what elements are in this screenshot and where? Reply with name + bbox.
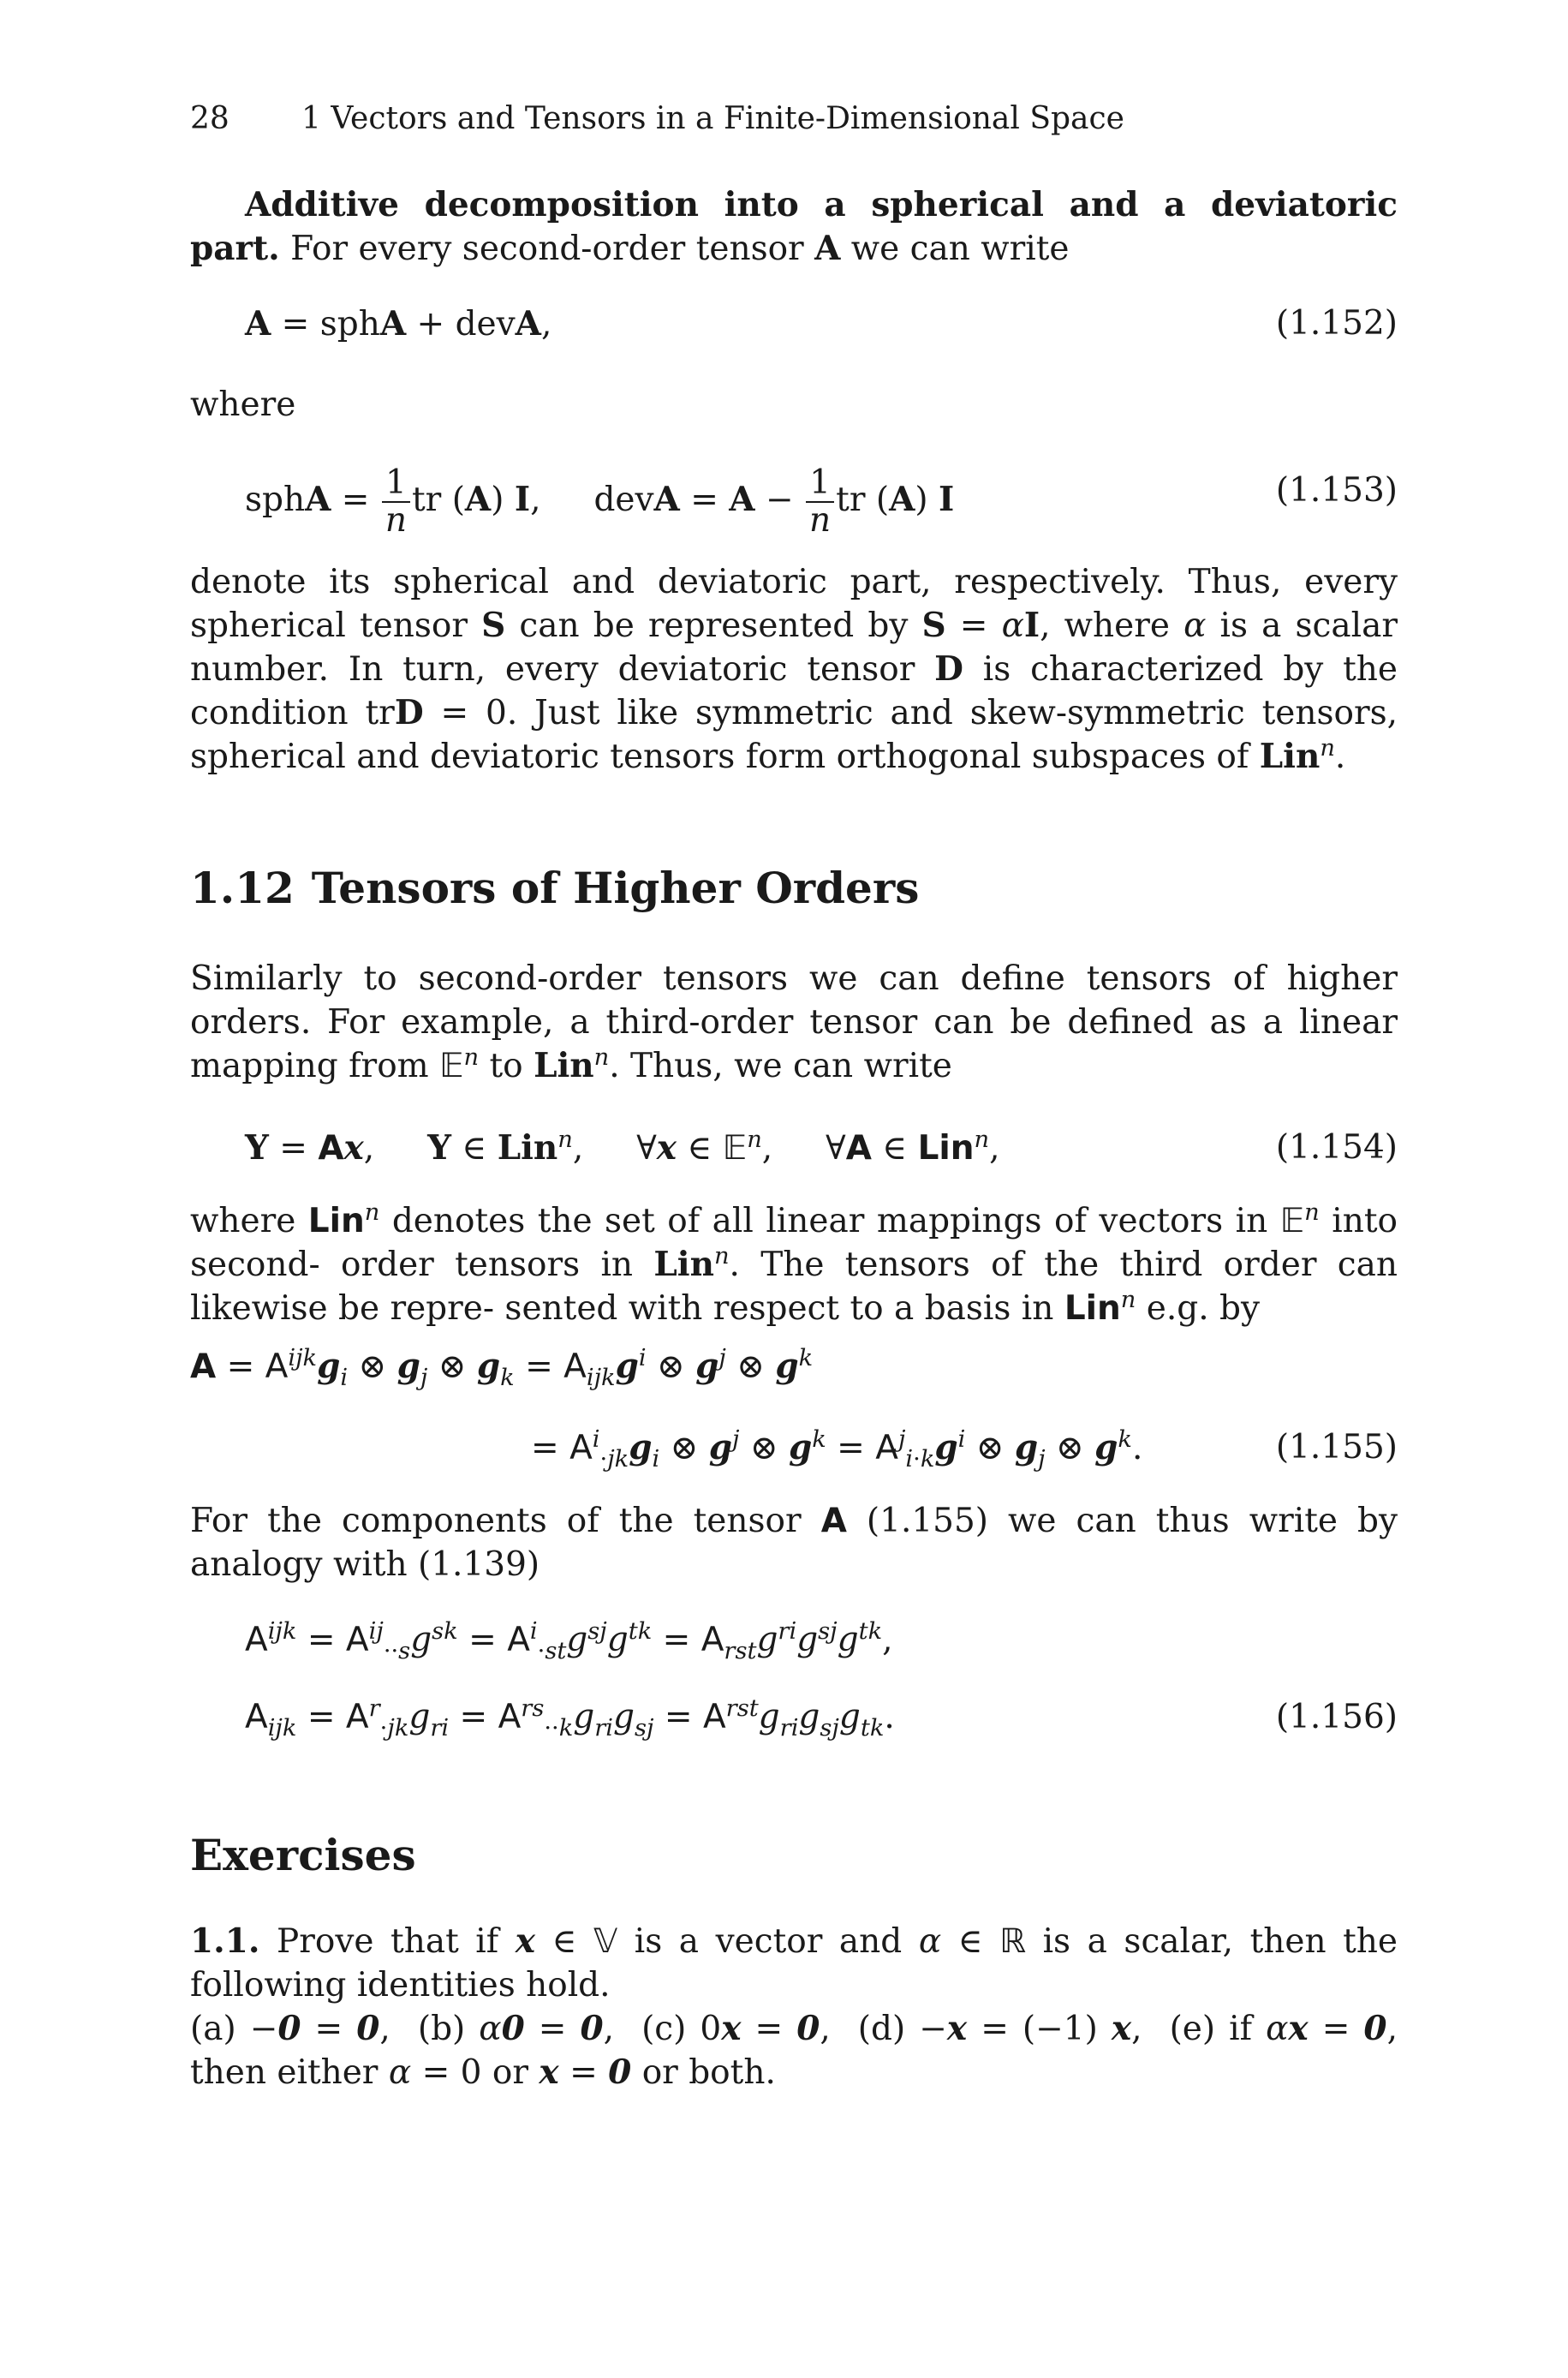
equation-number: (1.155) [1275, 1428, 1398, 1467]
equation-number: (1.156) [1275, 1698, 1398, 1736]
equation-body: $A = A^{ijk}g_i$ ⊗ $g_j$ ⊗ $g_k = A_{ijk}g^i$ ⊗ $g^j$ ⊗ $g^k$ [190, 1345, 814, 1391]
runin-heading: Additive decomposition into a spherical and a deviatoric part. [190, 185, 1398, 268]
equation-1-155-line2 [190, 1422, 1398, 1473]
section-heading [190, 863, 919, 913]
equation-number: (1.152) [1275, 304, 1398, 343]
equation-1-154 [190, 1122, 1398, 1174]
equation-1-156-line2 [190, 1692, 1398, 1743]
paragraph-text: (1.155) we can thus write by analogy with [190, 1502, 1398, 1584]
section-title: Tensors of Higher Orders [311, 863, 920, 913]
section-number: 1.12 [190, 863, 295, 913]
equation-body: sphA = $\frac{1}{n}$ tr (A) I, devA = A − $\frac{1}{n}$ tr (A) I [245, 463, 955, 540]
running-title: 1 Vectors and Tensors in a Finite-Dimensional Space [301, 101, 1124, 136]
equation-body: = $A^i_{\cdot jk}g_i$ ⊗ $g^j$ ⊗ $g^k = A^j_{i\cdot k}g^i$ ⊗ $g_j$ ⊗ $g^k$. [531, 1426, 1143, 1473]
paragraph-text: into second- [190, 1202, 1398, 1284]
equation-body: A = sphA + devA, [245, 304, 552, 344]
exercise-1-1: 1.1. Prove that if x ∈ 𝕍 is a vector and α ∈ ℝ is a scalar, then the following identities hold. (a) −0 = 0, (b) α0 = 0, (c) 0x = 0, (d) −x = (−1) x, (e) if αx = 0, then either α = 0 or x = 0 or both. [190, 1921, 1398, 2092]
paragraph-components: For the components of the tensor A (1.155) we can thus write by analogy with (1.139) [190, 1502, 1398, 1584]
paragraph-line: symmetric and skew-symmetric tensors, spherical and deviatoric tensors form [190, 694, 1398, 776]
exercise-text: identities hold. [356, 1966, 611, 2005]
paragraph-text: For the components of the tensor [190, 1502, 802, 1540]
equation-1-155-line1 [190, 1341, 1398, 1392]
paragraph-lead: For every second-order tensor [290, 230, 804, 268]
equation-1-152 [190, 298, 1398, 350]
equation-body: $A_{ijk} = A^r_{\cdot jk}g_{ri} = A^{rs}_{\cdot\cdot k}g_{ri}g_{sj} = A^{rst}g_{ri}g_{sj}g_{tk}$. [245, 1695, 895, 1742]
paragraph-text: (1.139) [418, 1545, 540, 1584]
equation-1-156-line1 [190, 1615, 1398, 1666]
equation-body: Y = Ax, Y ∈ Lin$^n$, ∀x ∈ 𝔼$^n$, ∀A ∈ Lin$^n$, [245, 1126, 1000, 1168]
equation-number: (1.154) [1275, 1128, 1398, 1167]
equation-body: $A^{ijk} = A^{ij}_{\cdot\cdot s}g^{sk} = A^i_{\cdot st}g^{sj}g^{tk} = A_{rst}g^{ri}g^{sj}g^{tk}$, [245, 1618, 893, 1664]
running-header [190, 101, 1124, 136]
equation-number: (1.153) [1275, 471, 1398, 510]
exercises-heading: Exercises [190, 1830, 416, 1880]
page-number: 28 [190, 101, 230, 136]
paragraph-line: Similarly to second-order tensors we can define tensors of higher orders. For [190, 959, 1398, 1042]
equation-1-153 [190, 444, 1398, 538]
paragraph-text: denotes the set of all linear mappings of vectors in [391, 1202, 1268, 1240]
paragraph-line: denote its spherical and deviatoric part, respectively. Thus, every spherical [190, 563, 1398, 645]
exercise-number: 1.1. [190, 1921, 260, 1961]
paragraph-lin-mappings: where Lin$^n$ denotes the set of all linear mappings of vectors in 𝔼$^n$ into second- order tensors in Lin$^n$. The tensors of the third order can likewise be repre- sented with respect to a basis in Lin$^n$ e.g. by [190, 1199, 1398, 1328]
paragraph-higher-orders: Similarly to second-order tensors we can define tensors of higher orders. For example, a third-order tensor can be defined as a linear mapping from 𝔼$^n$ to Lin$^n$. Thus, we can write [190, 959, 1398, 1085]
where-text: where [190, 385, 296, 424]
paragraph-additive-decomposition: Additive decomposition into a spherical and a deviatoric part. For every second-order tensor A we can write [190, 185, 1398, 268]
paragraph-spherical-deviatoric: denote its spherical and deviatoric part, respectively. Thus, every spherical tensor S can be represented by S = αI, where α is a scalar number. In turn, every deviatoric tensor D is characterized by the condition trD = 0. Just like symmetric and skew-symmetric tensors, spherical and deviatoric tensors form orthogonal subspaces of Lin$^n$. [190, 563, 1398, 776]
